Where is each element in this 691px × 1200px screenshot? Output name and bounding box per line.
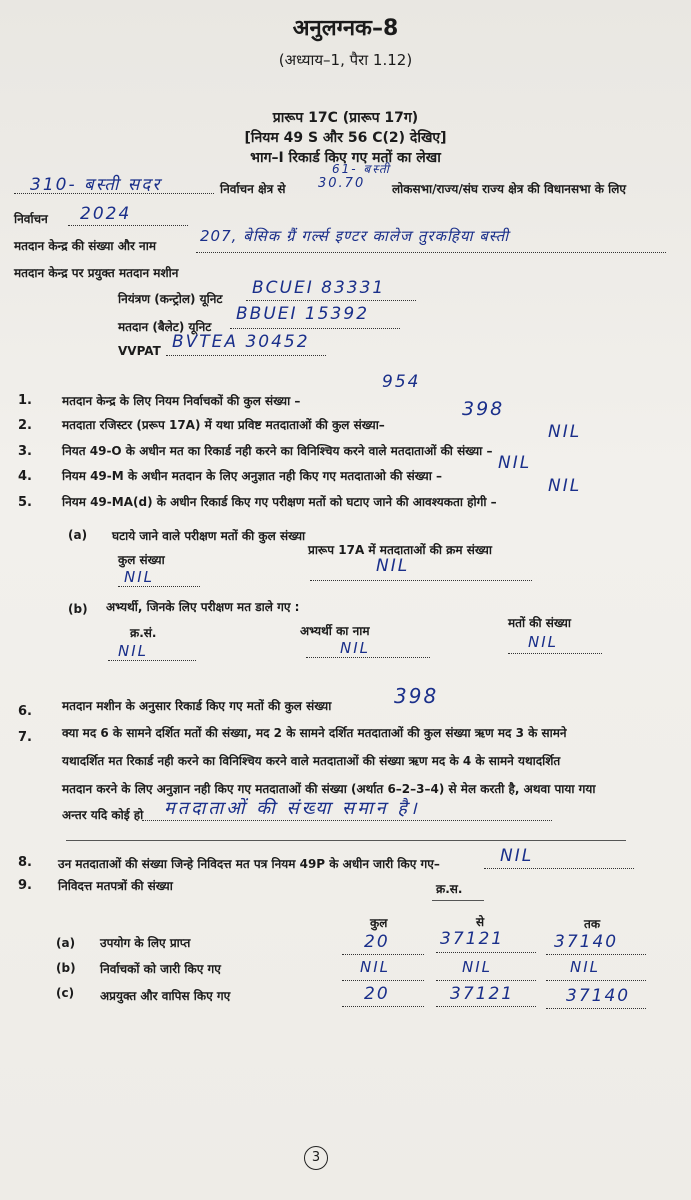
form-number: प्रारूप 17C (प्रारूप 17ग) bbox=[272, 110, 419, 126]
item-8-text: उन मतदाताओं की संख्या जिन्हे निविदत्त मत पत्र नियम 49P के अधीन जारी किए गए– bbox=[58, 857, 440, 871]
page-subtitle: (अध्याय–1, पैरा 1.12) bbox=[278, 51, 413, 69]
station-handwritten: 207, बेसिक ग्रैं गर्ल्स इण्टर कालेज तुरकहिया बस्ती bbox=[200, 227, 510, 245]
item-5a-col-serial: प्रारूप 17A में मतदाताओं की क्रम संख्या bbox=[308, 543, 492, 557]
item-3-value: NIL bbox=[548, 422, 582, 442]
item-3-number: 3. bbox=[18, 444, 32, 459]
item-1-number: 1. bbox=[18, 393, 32, 408]
item-8-dotted-line bbox=[484, 868, 634, 869]
ls-code-handwritten: 30.70 bbox=[318, 176, 366, 191]
constituency-label: निर्वाचन क्षेत्र से bbox=[220, 182, 286, 196]
item-7-dotted-line bbox=[142, 820, 552, 821]
item-9-number: 9. bbox=[18, 878, 32, 893]
item-5-text: नियम 49-MA(d) के अधीन रिकार्ड किए गए परीक्षण मतों को घटाए जाने की आवश्यकता होगी – bbox=[62, 495, 497, 509]
election-label: निर्वाचन bbox=[14, 212, 48, 226]
ballots-row-c-text: अप्रयुक्त और वापिस किए गए bbox=[100, 989, 231, 1003]
constituency-dotted-line bbox=[14, 193, 214, 194]
control-unit-handwritten: BCUEI 83331 bbox=[252, 278, 386, 298]
ballots-row-b-label: (b) bbox=[56, 961, 76, 975]
item-1-value: 954 bbox=[382, 372, 421, 392]
item-8-value: NIL bbox=[500, 846, 534, 866]
item-1-text: मतदान केन्द्र के लिए नियम निर्वाचकों की कुल संख्या – bbox=[62, 394, 301, 408]
item-2-number: 2. bbox=[18, 418, 32, 433]
item-7-rule bbox=[66, 840, 626, 841]
machine-label: मतदान केन्द्र पर प्रयुक्त मतदान मशीन bbox=[14, 266, 179, 280]
constituency-handwritten: 310- बस्ती सदर bbox=[30, 175, 162, 195]
item-5-number: 5. bbox=[18, 495, 32, 510]
item-5a-text: घटाये जाने वाले परीक्षण मतों की कुल संख्या bbox=[112, 529, 306, 543]
ballots-col-total: कुल bbox=[370, 916, 388, 930]
item-5a-col-total: कुल संख्या bbox=[118, 553, 165, 567]
rules-reference: [नियम 49 S और 56 C(2) देखिए] bbox=[244, 130, 447, 146]
item-5b-text: अभ्यर्थी, जिनके लिए परीक्षण मत डाले गए : bbox=[106, 600, 300, 614]
ballots-serial-underline bbox=[432, 900, 484, 901]
item-4-value: NIL bbox=[498, 453, 532, 473]
item-6-number: 6. bbox=[18, 704, 32, 719]
page-number: 3 bbox=[304, 1146, 328, 1170]
ballots-row-a-from: 37121 bbox=[440, 929, 505, 949]
item-2-text: मतदाता रजिस्टर (प्ररूप 17A) में यथा प्रविष्ट मतदाताओं की कुल संख्या– bbox=[62, 418, 385, 432]
ballots-row-a-to: 37140 bbox=[554, 932, 619, 952]
part-heading: भाग–I रिकार्ड किए गए मतों का लेखा bbox=[250, 150, 441, 166]
vvpat-dotted-line bbox=[166, 355, 326, 356]
ballots-row-c-total: 20 bbox=[364, 984, 390, 1004]
item-7-value: मतदाताओं की संख्या समान है। bbox=[164, 798, 420, 819]
ballots-row-a-dotted-from bbox=[436, 952, 536, 953]
ballots-row-a-total: 20 bbox=[364, 932, 390, 952]
item-9-text: निविदत्त मतपत्रों की संख्या bbox=[58, 879, 173, 893]
ballots-row-b-from: NIL bbox=[462, 958, 493, 976]
ballots-row-a-label: (a) bbox=[56, 936, 76, 950]
item-7-text-line2: यथादर्शित मत रिकार्ड नही करने का विनिश्चिय करने वाले मतदाताओं की संख्या ऋण मद के 4 के सामने यथादर्शित bbox=[62, 754, 561, 768]
control-unit-dotted-line bbox=[246, 300, 416, 301]
ls-number-handwritten: 61- बस्ती bbox=[332, 162, 391, 176]
item-5b-dotted-votes bbox=[508, 653, 602, 654]
vvpat-handwritten: BVTEA 30452 bbox=[172, 332, 310, 352]
item-7-text-line4: अन्तर यदि कोई हो bbox=[62, 808, 144, 822]
ballot-unit-handwritten: BBUEI 15392 bbox=[236, 304, 370, 324]
item-7-text-line1: क्या मद 6 के सामने दर्शित मतों की संख्या, मद 2 के सामने दर्शित मतदाताओं की कुल संख्या ऋण मद 3 के सामने bbox=[62, 726, 567, 740]
ballots-row-b-to: NIL bbox=[570, 958, 601, 976]
item-7-number: 7. bbox=[18, 730, 32, 745]
ballots-row-c-to: 37140 bbox=[566, 986, 631, 1006]
ballots-row-b-dotted-total bbox=[342, 980, 424, 981]
ballots-serial-header: क्र.स. bbox=[436, 882, 463, 896]
item-5b-value-serial: NIL bbox=[118, 642, 149, 660]
station-label: मतदान केन्द्र की संख्या और नाम bbox=[14, 239, 156, 253]
ballots-row-c-dotted-total bbox=[342, 1006, 424, 1007]
item-7-text-line3: मतदान करने के लिए अनुज्ञान नही किए गए मतदाताओं की संख्या (अर्थात 6–2–3–4) से मेल करती है, अथवा पाया गया bbox=[62, 782, 596, 796]
ballot-unit-dotted-line bbox=[230, 328, 400, 329]
item-4-text: नियम 49-M के अधीन मतदान के लिए अनुज्ञात नही किए गए मतदाताओ की संख्या – bbox=[62, 469, 443, 483]
item-5a-label: (a) bbox=[68, 528, 88, 542]
ballots-row-c-label: (c) bbox=[56, 986, 75, 1000]
item-5b-value-name: NIL bbox=[340, 639, 371, 657]
election-dotted-line bbox=[68, 225, 188, 226]
ballots-row-c-dotted-to bbox=[546, 1008, 646, 1009]
ballots-row-a-dotted-total bbox=[342, 954, 424, 955]
item-5-value: NIL bbox=[548, 476, 582, 496]
item-5b-value-votes: NIL bbox=[528, 633, 559, 651]
item-5b-label: (b) bbox=[68, 602, 88, 616]
ls-label: लोकसभा/राज्य/संघ राज्य क्षेत्र की विधानसभा के लिए bbox=[392, 182, 627, 196]
item-5b-col-serial: क्र.सं. bbox=[130, 626, 157, 640]
ballots-col-from: से bbox=[476, 915, 485, 929]
item-5b-col-votes: मतों की संख्या bbox=[508, 616, 572, 630]
item-5b-col-name: अभ्यर्थी का नाम bbox=[300, 624, 370, 638]
ballots-row-c-from: 37121 bbox=[450, 984, 515, 1004]
ballots-row-b-total: NIL bbox=[360, 958, 391, 976]
item-6-value: 398 bbox=[394, 684, 439, 708]
item-8-number: 8. bbox=[18, 855, 32, 870]
election-year-handwritten: 2024 bbox=[80, 204, 132, 224]
item-6-text: मतदान मशीन के अनुसार रिकार्ड किए गए मतों की कुल संख्या bbox=[62, 699, 332, 713]
control-unit-label: नियंत्रण (कन्ट्रोल) यूनिट bbox=[118, 292, 223, 306]
ballots-col-to: तक bbox=[584, 917, 601, 931]
item-5a-value-serial: NIL bbox=[376, 556, 410, 576]
item-3-text: नियत 49-O के अधीन मत का रिकार्ड नही करने का विनिश्चिय करने वाले मतदाताओं की संख्या – bbox=[62, 444, 493, 458]
ballots-row-a-text: उपयोग के लिए प्राप्त bbox=[100, 936, 191, 950]
item-5a-value-total: NIL bbox=[124, 568, 155, 586]
station-dotted-line bbox=[196, 252, 666, 253]
ballots-row-c-dotted-from bbox=[436, 1006, 536, 1007]
vvpat-label: VVPAT bbox=[118, 344, 161, 358]
ballots-row-a-dotted-to bbox=[546, 954, 646, 955]
item-2-value: 398 bbox=[462, 398, 505, 420]
item-5b-dotted-serial bbox=[108, 660, 196, 661]
ballot-unit-label: मतदान (बैलेट) यूनिट bbox=[118, 320, 212, 334]
ballots-row-b-dotted-to bbox=[546, 980, 646, 981]
ballots-row-b-text: निर्वाचकों को जारी किए गए bbox=[100, 962, 221, 976]
item-4-number: 4. bbox=[18, 469, 32, 484]
item-5a-dotted-serial bbox=[310, 580, 532, 581]
item-5a-dotted-total bbox=[118, 586, 200, 587]
ballots-row-b-dotted-from bbox=[436, 980, 536, 981]
item-5b-dotted-name bbox=[306, 657, 430, 658]
page-title: अनुलग्नक–8 bbox=[292, 16, 399, 41]
